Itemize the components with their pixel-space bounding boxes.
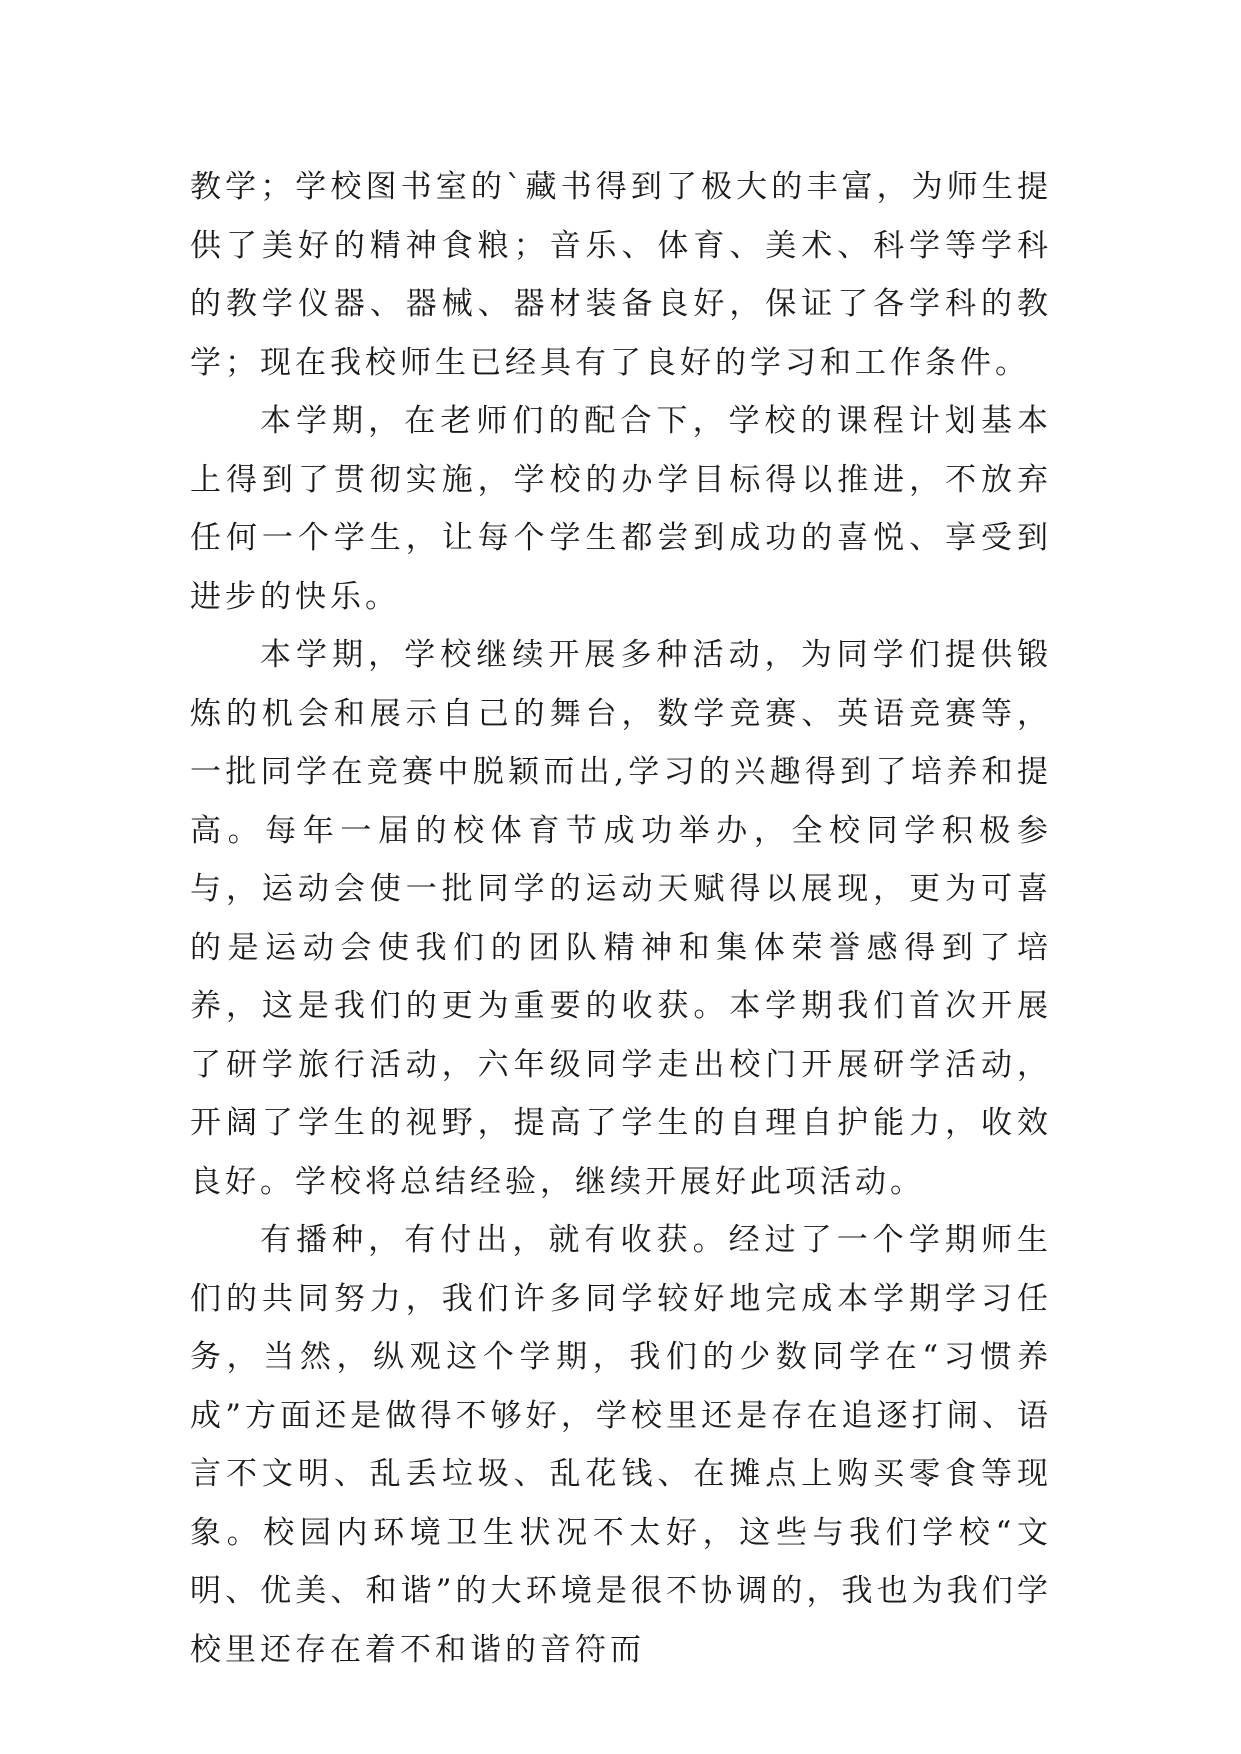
paragraph-2: 本学期，在老师们的配合下，学校的课程计划基本上得到了贯彻实施，学校的办学目标得以推进，不放弃任何一个学生，让每个学生都尝到成功的喜悦、享受到进步的快乐。 [190, 403, 1052, 615]
document-body [190, 158, 1052, 1679]
paragraph-4: 有播种，有付出，就有收获。经过了一个学期师生们的共同努力，我们许多同学较好地完成本学期学习任务，当然，纵观这个学期，我们的少数同学在“习惯养成”方面还是做得不够好，学校里还是存在追逐打闹、语言不文明、乱丢垃圾、乱花钱、在摊点上购买零食等现象。校园内环境卫生状况不太好，这些与我们学校“文明、优美、和谐”的大环境是很不协调的，我也为我们学校里还存在着不和谐的音符而 [190, 1222, 1052, 1668]
paragraph-1: 教学；学校图书室的`藏书得到了极大的丰富，为师生提供了美好的精神食粮；音乐、体育、美术、科学等学科的教学仪器、器械、器材装备良好，保证了各学科的教学；现在我校师生已经具有了良好的学习和工作条件。 [190, 169, 1052, 381]
paragraph-3: 本学期，学校继续开展多种活动，为同学们提供锻炼的机会和展示自己的舞台，数学竞赛、英语竞赛等，一批同学在竞赛中脱颖而出,学习的兴趣得到了培养和提高。每年一届的校体育节成功举办，全校同学积极参与，运动会使一批同学的运动天赋得以展现，更为可喜的是运动会使我们的团队精神和集体荣誉感得到了培养，这是我们的更为重要的收获。本学期我们首次开展了研学旅行活动，六年级同学走出校门开展研学活动，开阔了学生的视野，提高了学生的自理自护能力，收效良好。学校将总结经验，继续开展好此项活动。 [190, 637, 1052, 1200]
